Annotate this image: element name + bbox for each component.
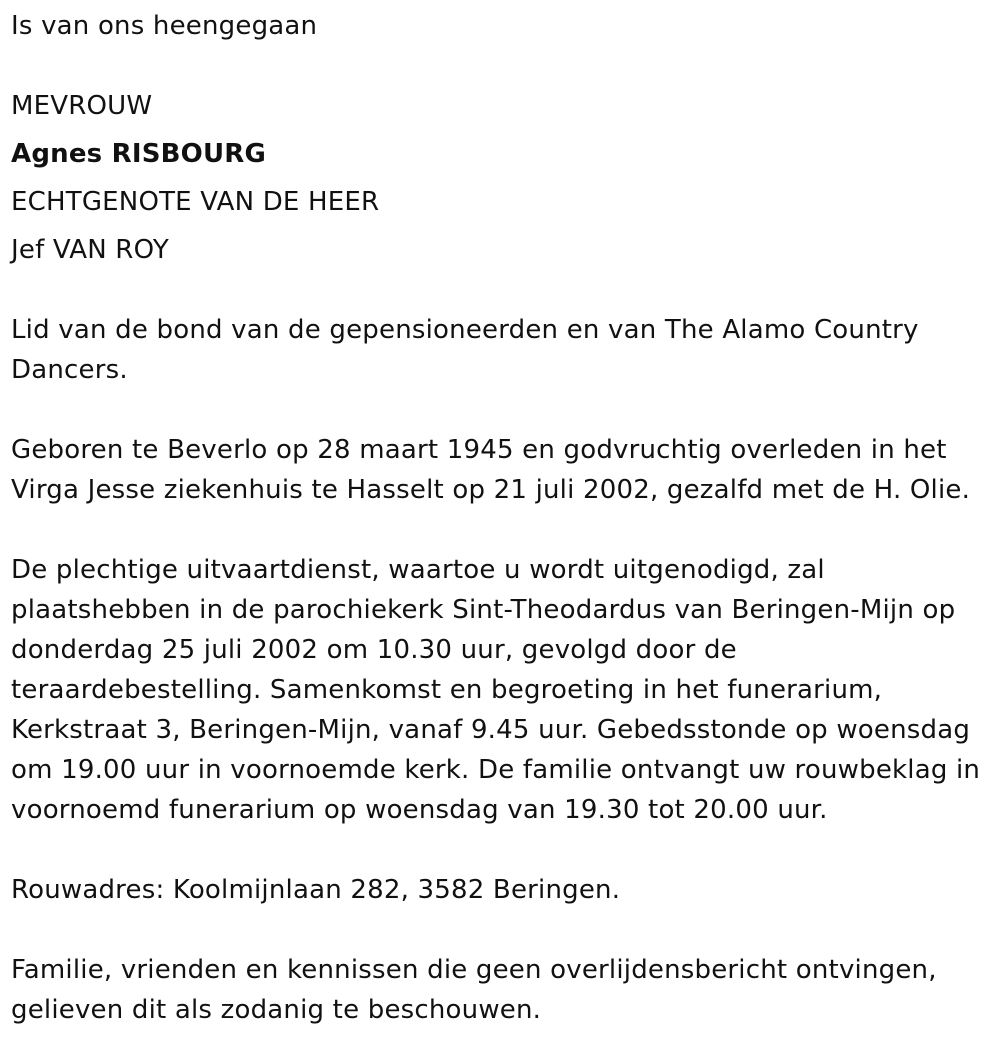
paragraph-line: gelieven dit als zodanig te beschouwen.: [11, 995, 542, 1025]
paragraph-line: Geboren te Beverlo op 28 maart 1945 en godvruchtig overleden in het: [11, 435, 947, 465]
paragraph-line: om 19.00 uur in voornoemde kerk. De familie ontvangt uw rouwbeklag in: [11, 755, 981, 785]
spouse-name: Jef VAN ROY: [11, 235, 169, 265]
relation-text: ECHTGENOTE VAN DE HEER: [11, 187, 380, 217]
paragraph-line: plaatshebben in de parochiekerk Sint-Theodardus van Beringen-Mijn op: [11, 595, 956, 625]
paragraph-line: Virga Jesse ziekenhuis te Hasselt op 21 juli 2002, gezalfd met de H. Olie.: [11, 475, 971, 505]
paragraph-line: donderdag 25 juli 2002 om 10.30 uur, gevolgd door de: [11, 635, 737, 665]
paragraph-line: De plechtige uitvaartdienst, waartoe u wordt uitgenodigd, zal: [11, 555, 825, 585]
paragraph-line: Familie, vrienden en kennissen die geen overlijdensbericht ontvingen,: [11, 955, 937, 985]
intro-text: Is van ons heengegaan: [11, 11, 318, 41]
mourning-address: Rouwadres: Koolmijnlaan 282, 3582 Beringen.: [11, 875, 621, 905]
paragraph-line: voornoemd funerarium op woensdag van 19.30 tot 20.00 uur.: [11, 795, 828, 825]
deceased-name: Agnes RISBOURG: [11, 139, 267, 169]
honorific: MEVROUW: [11, 91, 153, 121]
paragraph-line: Kerkstraat 3, Beringen-Mijn, vanaf 9.45 uur. Gebedsstonde op woensdag: [11, 715, 971, 745]
paragraph-line: Lid van de bond van de gepensioneerden en van The Alamo Country: [11, 315, 919, 345]
paragraph-line: teraardebestelling. Samenkomst en begroeting in het funerarium,: [11, 675, 883, 705]
paragraph-line: Dancers.: [11, 355, 128, 385]
